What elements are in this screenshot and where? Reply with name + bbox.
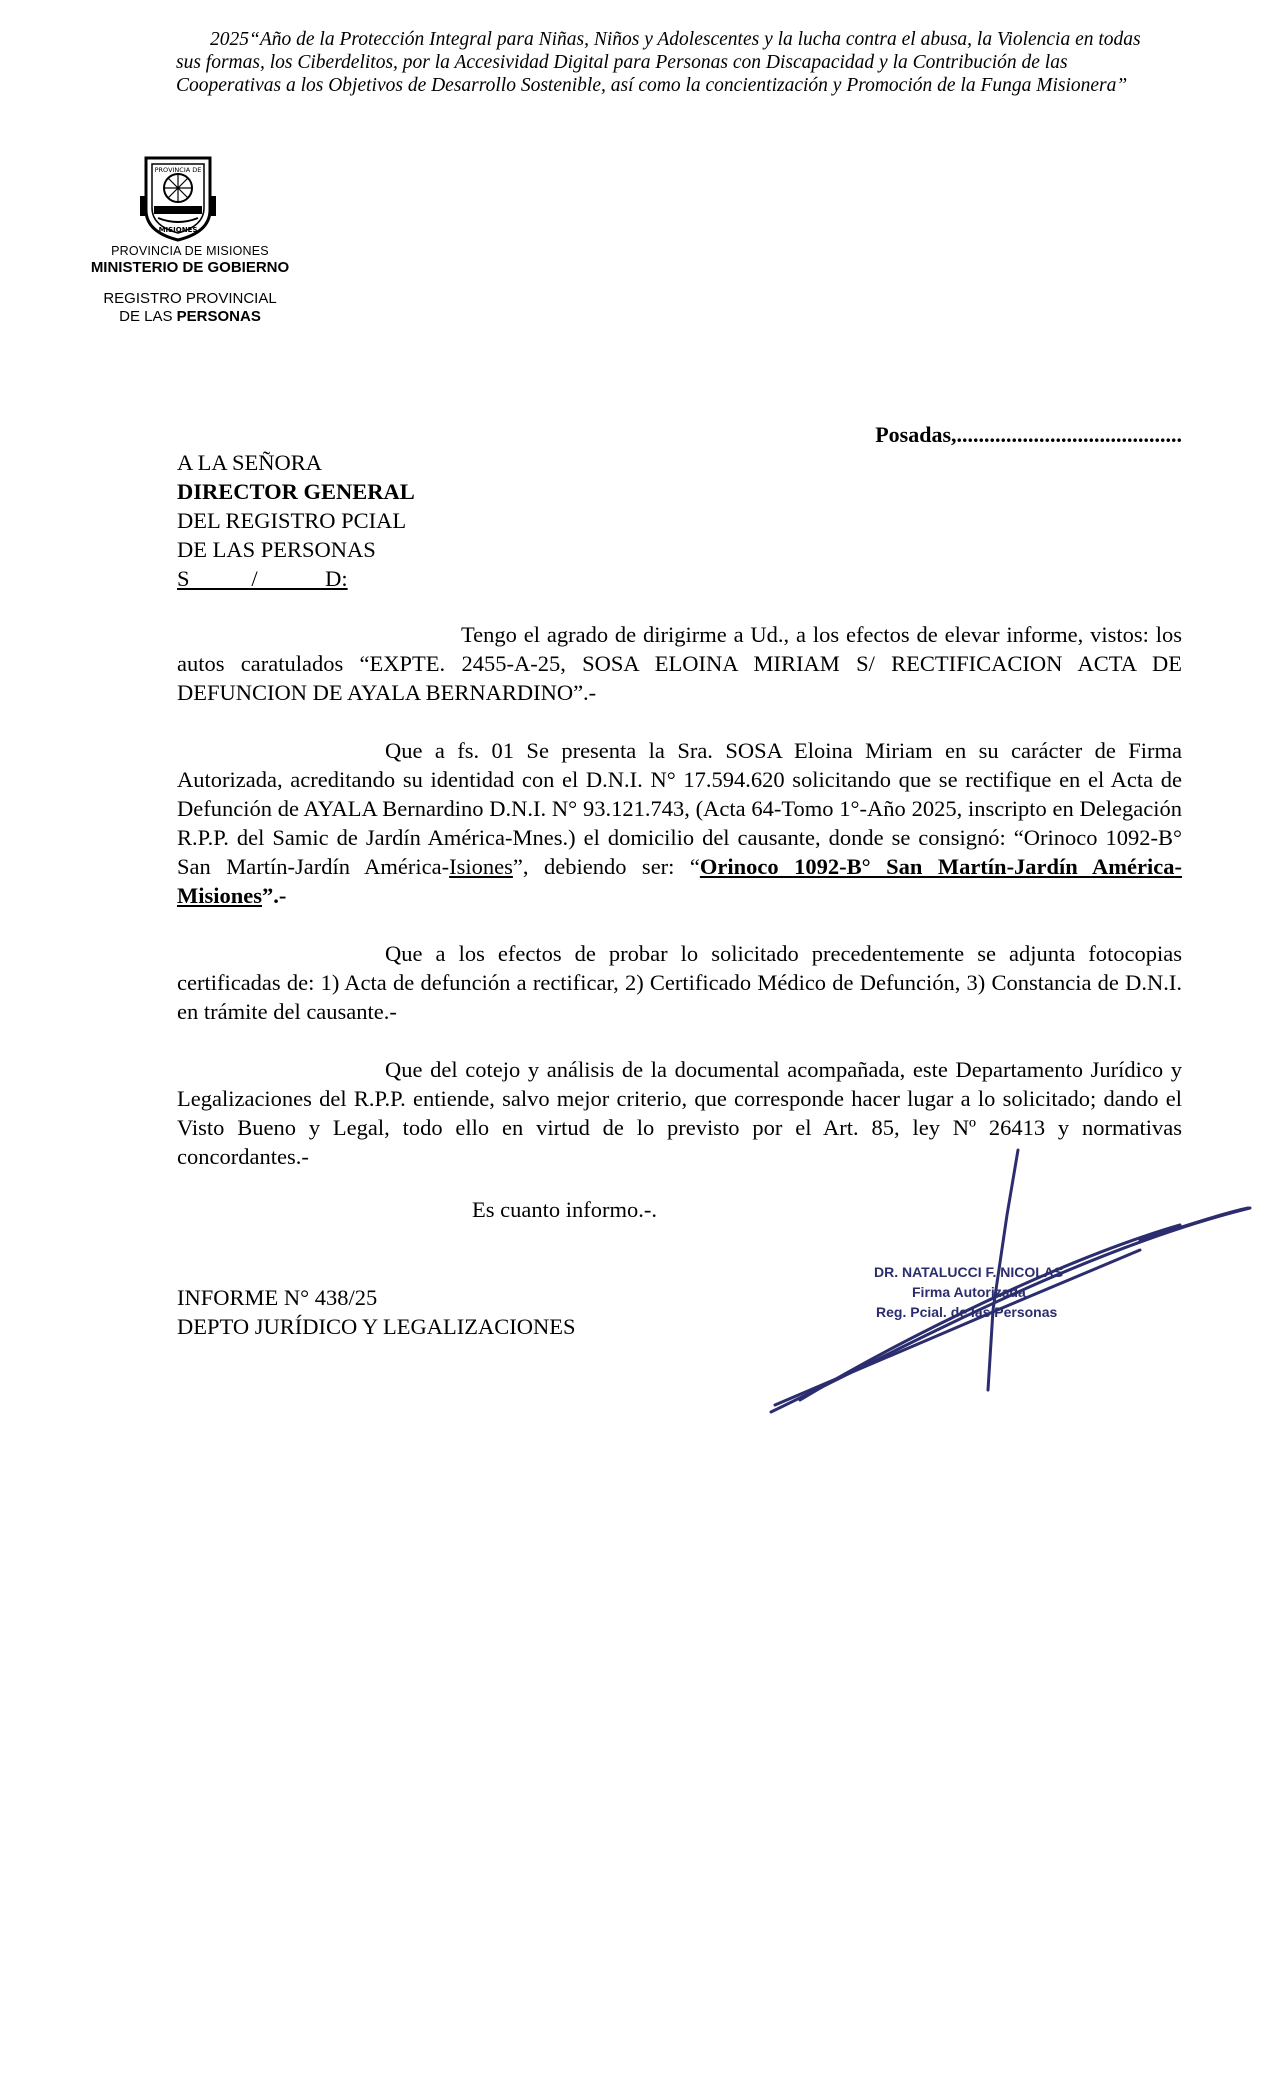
addressee-title: DIRECTOR GENERAL	[177, 479, 415, 504]
report-block	[177, 1283, 576, 1341]
addressee-line: DE LAS PERSONAS	[177, 537, 376, 562]
institution-block	[60, 244, 320, 326]
addressee-sd: S / D:	[177, 566, 348, 591]
svg-text:MISIONES: MISIONES	[158, 226, 198, 234]
letter-body	[177, 620, 1182, 1200]
addressee-block	[177, 448, 443, 593]
stamp-office: Reg. Pcial. de las Personas	[876, 1304, 1058, 1320]
signature-stamp	[870, 1262, 1110, 1322]
report-number: INFORME N° 438/25	[177, 1285, 378, 1310]
header-motto: 2025“Año de la Protección Integral para Niñas, Niños y Adolescentes y la lucha contra el abusa, la Violencia en todas sus formas, los Ciberdelitos, por la Accesividad Digital para Personas con Discapacidad y la Contribución de las Cooperativas a los Objetivos de Desarrollo Sostenible, así como la concientización y Promoción de la Funga Misionera”	[176, 29, 1141, 96]
paragraph-intro: Tengo el agrado de dirigirme a Ud., a los efectos de elevar informe, vistos: los autos caratulados “EXPTE. 2455-A-25, SOSA ELOINA MIRIAM S/ RECTIFICACION ACTA DE DEFUNCION DE AYALA BERNARDINO”.-	[177, 622, 1182, 705]
stamp-role: Firma Autorizada	[912, 1284, 1026, 1300]
institution-registry: REGISTRO PROVINCIAL	[103, 290, 277, 307]
wrong-address-text: Isiones	[449, 854, 513, 879]
report-department: DEPTO JURÍDICO Y LEGALIZACIONES	[177, 1314, 576, 1339]
date-line: Posadas,.........................................	[875, 422, 1182, 447]
institution-registry-line2: DE LAS PERSONAS	[119, 308, 261, 325]
addressee-line: DEL REGISTRO PCIAL	[177, 508, 407, 533]
paragraph-evidence: Que a los efectos de probar lo solicitado precedentemente se adjunta fotocopias certificadas de: 1) Acta de defunción a rectificar, 2) Certificado Médico de Defunción, 3) Constancia de D.N.I. en trámite del causante.-	[177, 941, 1182, 1024]
institution-ministry: MINISTERIO DE GOBIERNO	[90, 259, 290, 276]
provincial-seal-logo	[138, 152, 218, 242]
institution-province: PROVINCIA DE MISIONES	[111, 244, 269, 258]
paragraph-conclusion: Que del cotejo y análisis de la documental acompañada, este Departamento Jurídico y Legalizaciones del R.P.P. entiende, salvo mejor criterio, que corresponde hacer lugar a lo solicitado; dando el Visto Bueno y Legal, todo ello en virtud de lo previsto por el Art. 85, ley Nº 26413 y normativas concordantes.-	[177, 1057, 1182, 1169]
closing-line: Es cuanto informo.-.	[472, 1197, 657, 1222]
paragraph-request: Que a fs. 01 Se presenta la Sra. SOSA Eloina Miriam en su carácter de Firma Autorizada, acreditando su identidad con el D.N.I. N° 17.594.620 solicitando que se rectifique en el Acta de Defunción de AYALA Bernardino D.N.I. N° 93.121.743, (Acta 64-Tomo 1°-Año 2025, inscripto en Delegación R.P.P. del Samic de Jardín América-Mnes.) el domicilio del causante, donde se consignó: “Orinoco 1092-B° San Martín-Jardín América-Isiones”, debiendo ser: “Orinoco 1092-B° San Martín-Jardín América-Misiones”.-	[177, 738, 1183, 908]
svg-text:PROVINCIA DE: PROVINCIA DE	[154, 166, 202, 174]
correct-address-text: Orinoco 1092-B° San Martín-Jardín América-Misiones	[177, 854, 1183, 908]
addressee-line: A LA SEÑORA	[177, 450, 323, 475]
stamp-name: DR. NATALUCCI F. NICOLAS	[874, 1264, 1064, 1280]
